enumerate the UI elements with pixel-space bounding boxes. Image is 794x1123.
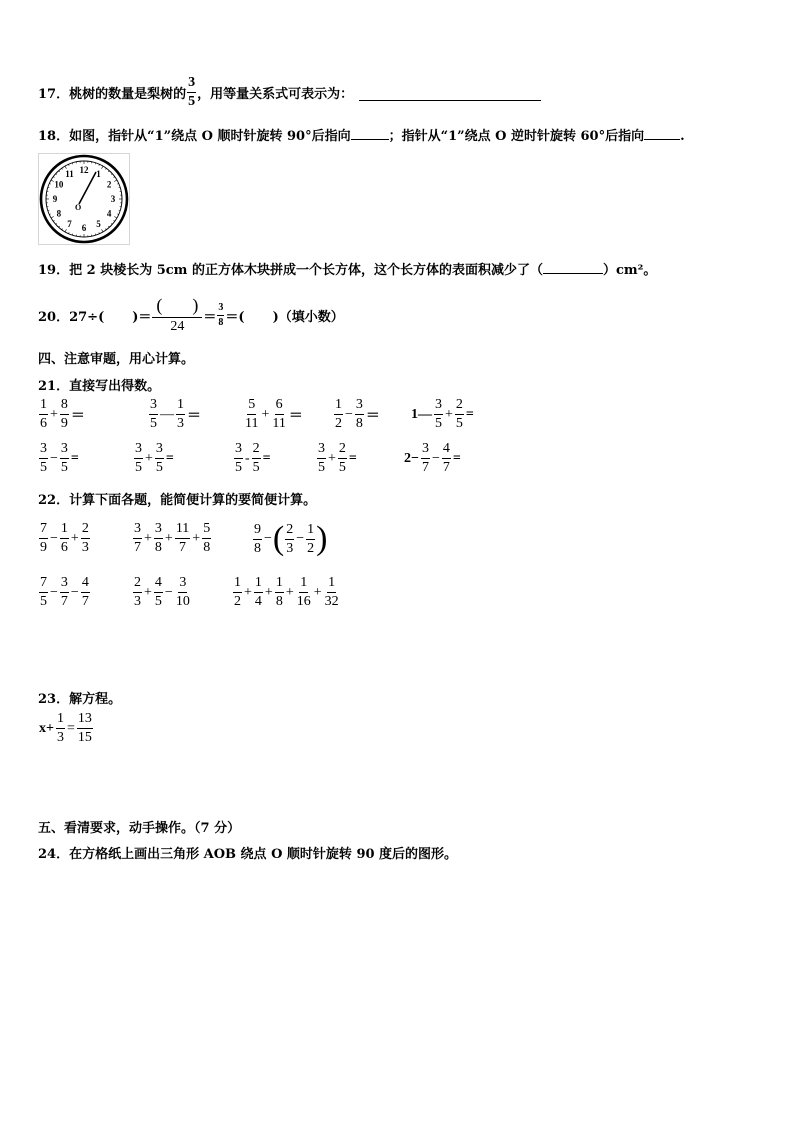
clock-number: 11 bbox=[65, 168, 74, 179]
fraction: $\frac{2}{3}$ bbox=[286, 521, 294, 556]
operator: + bbox=[328, 450, 336, 466]
operator: + bbox=[70, 530, 79, 546]
right-paren: ) bbox=[316, 520, 328, 557]
q21-expression bbox=[233, 442, 272, 475]
answer-blank[interactable] bbox=[351, 126, 389, 140]
clock-number: 10 bbox=[54, 179, 64, 190]
operator: + bbox=[445, 406, 453, 422]
operator: = bbox=[70, 450, 79, 466]
fraction: $\frac{7}{5}$ bbox=[40, 575, 47, 609]
fraction: $\frac{11}{7}$ bbox=[175, 521, 190, 555]
operator: = bbox=[465, 406, 474, 422]
q21-expression bbox=[410, 398, 475, 431]
fraction: $\frac{1}{2}$ bbox=[307, 521, 315, 556]
clock-number: 9 bbox=[52, 194, 58, 204]
q22-expression bbox=[232, 576, 341, 609]
fraction: $\frac{3}{5}$ bbox=[60, 441, 68, 475]
clock-number: 6 bbox=[81, 223, 87, 233]
left-paren: ( bbox=[272, 520, 285, 557]
operator: - bbox=[245, 450, 250, 466]
question-22-title: 22．计算下面各题，能简便计算的要简便计算。 bbox=[38, 493, 317, 508]
question-24: 24．在方格纸上画出三角形 AOB 绕点 O 顺时针旋转 90 度后的图形。 bbox=[38, 847, 458, 862]
answer-blank[interactable] bbox=[644, 126, 680, 140]
q21-expression bbox=[243, 398, 304, 431]
question-17: 17． 桃树的数量是梨树的 $\frac{3}{5}$ ，用等量关系式可表示为： bbox=[38, 76, 541, 109]
operator: 2− bbox=[404, 450, 419, 466]
clock-figure bbox=[38, 153, 130, 245]
operator: = bbox=[348, 450, 357, 466]
operator: − bbox=[50, 584, 58, 600]
fraction: $\frac{3}{8}$ bbox=[154, 521, 162, 555]
operator: + bbox=[192, 530, 201, 546]
question-21-title: 21．直接写出得数。 bbox=[38, 379, 161, 394]
operator: + bbox=[164, 530, 173, 546]
operator: − bbox=[345, 406, 353, 422]
fraction: $\frac{6}{11}$ bbox=[272, 397, 286, 431]
q22-expression bbox=[132, 522, 212, 555]
q21-expression bbox=[403, 442, 462, 475]
operator: ＝ bbox=[365, 408, 380, 424]
q22-expression bbox=[252, 522, 327, 556]
fraction: $\frac{1}{6}$ bbox=[40, 397, 47, 431]
question-18: 18．如图，指针从“1”绕点 O 顺时针旋转 90°后指向 ；指针从“1”绕点 O 逆时针旋转 60°后指向 . bbox=[38, 125, 685, 144]
operator: − bbox=[50, 450, 58, 466]
fraction: $\frac{3}{7}$ bbox=[421, 441, 429, 475]
question-23-title: 23．解方程。 bbox=[38, 692, 122, 707]
fraction: $\frac{7}{9}$ bbox=[40, 521, 47, 555]
fraction: $\frac{5}{8}$ bbox=[203, 521, 211, 555]
operator: − bbox=[264, 531, 272, 546]
fraction: $\frac{3}{7}$ bbox=[60, 575, 68, 609]
fraction: $\frac{3}{8}$ bbox=[218, 301, 224, 328]
fraction: $\frac{1}{32}$ bbox=[324, 575, 339, 609]
clock-number: 7 bbox=[67, 219, 72, 230]
fraction: $\frac{2}{3}$ bbox=[81, 521, 89, 555]
section-4-heading: 四、注意审题，用心计算。 bbox=[38, 352, 195, 367]
operator: + bbox=[144, 530, 152, 546]
fraction: $\frac{4}{7}$ bbox=[442, 441, 450, 475]
fraction: $\frac{1}{2}$ bbox=[234, 575, 241, 609]
fraction: $\frac{3}{7}$ bbox=[134, 521, 141, 555]
fraction: $\frac{( )}{24}$ bbox=[152, 296, 202, 334]
fraction: $\frac{3}{5}$ bbox=[235, 441, 242, 475]
fraction: $\frac{4}{5}$ bbox=[154, 575, 162, 609]
question-19: 19．把 2 块棱长为 5cm 的正方体木块拼成一个长方体，这个长方体的表面积减少了（ ）cm²。 bbox=[38, 259, 656, 278]
operator: − bbox=[164, 584, 173, 600]
fraction: $\frac{3}{5}$ bbox=[150, 397, 157, 431]
operator: − bbox=[431, 450, 440, 466]
clock-number: 12 bbox=[79, 165, 89, 175]
operator: − bbox=[50, 530, 58, 546]
operator: + bbox=[313, 584, 322, 600]
operator: = bbox=[452, 450, 461, 466]
operator: ＝ bbox=[187, 408, 201, 424]
fraction: $\frac{2}{5}$ bbox=[252, 441, 260, 475]
fraction: $\frac{2}{5}$ bbox=[455, 397, 463, 431]
q21-expression bbox=[316, 442, 358, 475]
answer-blank[interactable] bbox=[359, 84, 541, 101]
operator: + bbox=[144, 584, 152, 600]
question-20: 20．27÷( )＝ $\frac{( )}{24}$ ＝ $\frac{3}{8}$ ＝( )（填小数） bbox=[38, 295, 344, 334]
fraction: $\frac{9}{8}$ bbox=[254, 521, 261, 556]
q21-expression bbox=[38, 442, 80, 475]
operator: + bbox=[261, 406, 270, 422]
operator: − bbox=[296, 531, 305, 546]
operator: + bbox=[244, 584, 252, 600]
fraction: $\frac{13}{15}$ bbox=[77, 711, 92, 745]
fraction: $\frac{1}{6}$ bbox=[60, 521, 68, 555]
fraction: $\frac{1}{2}$ bbox=[335, 397, 342, 431]
fraction: $\frac{1}{4}$ bbox=[254, 575, 262, 609]
clock-center-label: O bbox=[75, 203, 82, 212]
fraction: $\frac{4}{7}$ bbox=[81, 575, 89, 609]
q21-expression bbox=[133, 442, 175, 475]
clock-number: 2 bbox=[106, 179, 112, 190]
section-5-heading: 五、看清要求，动手操作。（7 分） bbox=[38, 821, 241, 836]
fraction: $\frac{2}{3}$ bbox=[134, 575, 141, 609]
fraction: $\frac{3}{8}$ bbox=[355, 397, 363, 431]
q22-expression bbox=[38, 576, 91, 609]
clock-number: 4 bbox=[106, 208, 112, 219]
fraction: $\frac{2}{5}$ bbox=[338, 441, 346, 475]
fraction: $\frac{3}{5}$ bbox=[435, 397, 442, 431]
q22-expression bbox=[132, 576, 192, 609]
fraction: $\frac{1}{16}$ bbox=[296, 575, 311, 609]
operator: 1— bbox=[411, 406, 432, 422]
q21-expression bbox=[38, 398, 86, 431]
fraction: $\frac{3}{5}$ bbox=[155, 441, 163, 475]
operator: + bbox=[264, 584, 273, 600]
q21-expression bbox=[148, 398, 202, 431]
operator: ＝ bbox=[70, 408, 85, 424]
operator: + bbox=[50, 406, 58, 422]
fraction: $\frac{1}{3}$ bbox=[177, 397, 184, 431]
clock-number: 1 bbox=[96, 168, 101, 179]
fraction: $\frac{3}{5}$ bbox=[318, 441, 325, 475]
q22-expression bbox=[38, 522, 91, 555]
q23-equation: x+ $\frac{1}{3}$ = $\frac{13}{15}$ bbox=[39, 711, 92, 745]
clock-number: 3 bbox=[110, 194, 116, 204]
fraction: $\frac{3}{10}$ bbox=[175, 575, 190, 609]
answer-blank[interactable] bbox=[543, 260, 603, 274]
operator: — bbox=[160, 406, 174, 422]
fraction: $\frac{1}{3}$ bbox=[56, 711, 64, 745]
operator: ＝ bbox=[288, 408, 303, 424]
clock-number: 8 bbox=[56, 208, 62, 219]
q21-expression bbox=[333, 398, 381, 431]
operator: = bbox=[165, 450, 174, 466]
operator: + bbox=[285, 584, 294, 600]
fraction: $\frac{3}{5}$ bbox=[188, 75, 196, 109]
operator: − bbox=[70, 584, 79, 600]
fraction: $\frac{1}{8}$ bbox=[275, 575, 283, 609]
fraction: $\frac{8}{9}$ bbox=[60, 397, 68, 431]
operator: = bbox=[262, 450, 271, 466]
fraction: $\frac{3}{5}$ bbox=[40, 441, 47, 475]
fraction: $\frac{3}{5}$ bbox=[135, 441, 142, 475]
operator: + bbox=[145, 450, 153, 466]
clock-number: 5 bbox=[96, 219, 101, 230]
fraction: $\frac{5}{11}$ bbox=[245, 397, 259, 431]
